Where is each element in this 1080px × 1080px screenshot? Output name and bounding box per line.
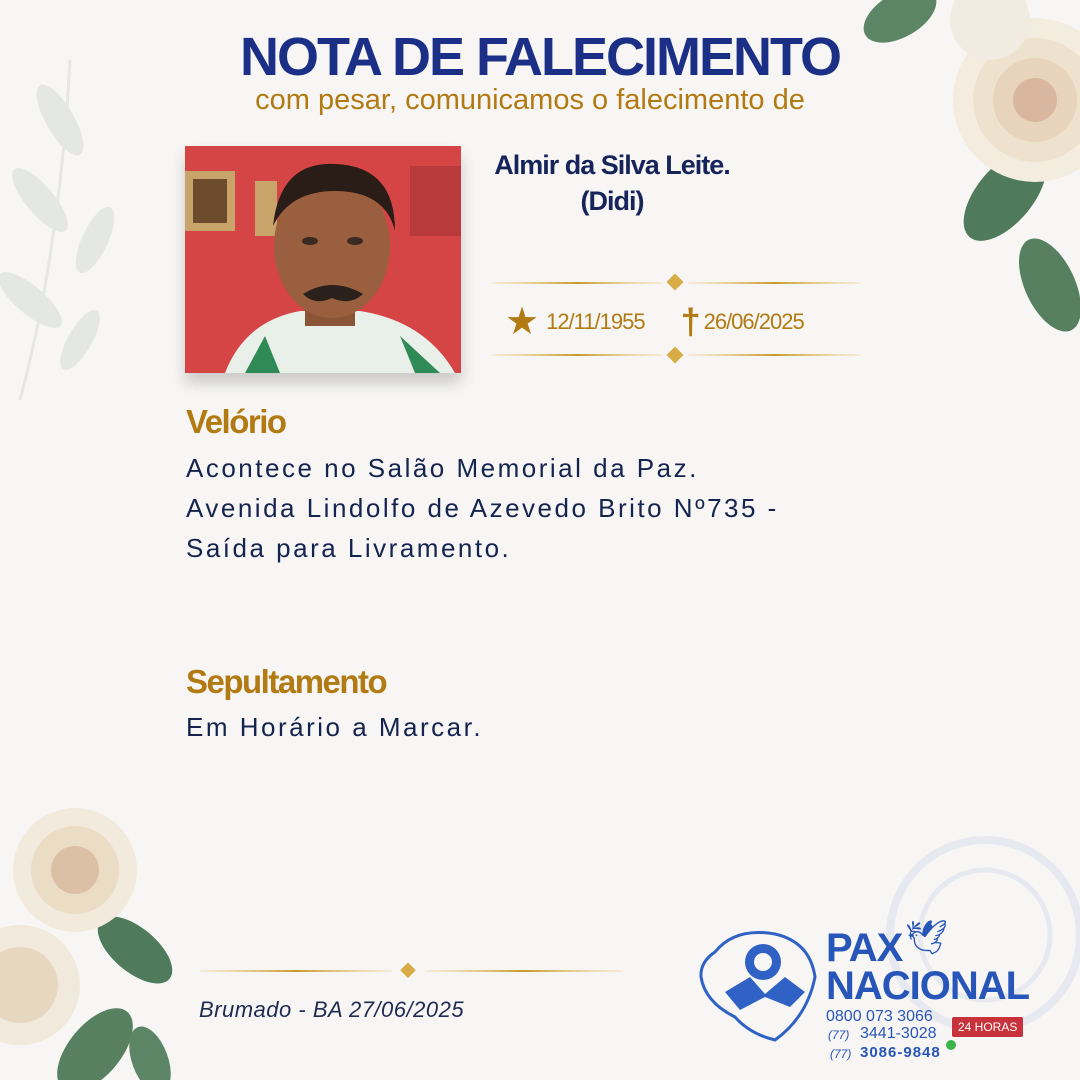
logo-phone-2-prefix: (77)	[828, 1028, 850, 1042]
death-date: 26/06/2025	[703, 309, 804, 334]
page-title: NOTA DE FALECIMENTO	[239, 27, 840, 87]
birth-date: 12/11/1955	[546, 309, 645, 334]
logo-phone-2: 3441-3028	[860, 1025, 937, 1042]
deceased-photo	[185, 146, 461, 373]
footer-place-date: Brumado - BA 27/06/2025	[199, 997, 465, 1022]
logo-phone-1: 0800 073 3066	[826, 1008, 933, 1025]
sepultamento-text: Em Horário a Marcar.	[186, 712, 484, 742]
cross-icon: †	[680, 301, 700, 342]
star-icon: ★	[505, 301, 539, 343]
logo-badge-24h: 24 HORAS	[952, 1017, 1023, 1037]
logo-phone-3: 3086-9848	[860, 1044, 941, 1061]
pax-nacional-emblem	[695, 922, 825, 1047]
dates-row	[505, 300, 804, 344]
logo-phone-3-prefix: (77)	[830, 1047, 852, 1061]
sepultamento-title: Sepultamento	[186, 663, 387, 700]
velorio-title: Velório	[186, 403, 286, 440]
velorio-line: Acontece no Salão Memorial da Paz.	[186, 453, 699, 483]
logo-pax: PAX	[826, 926, 903, 970]
dove-icon: 🕊	[905, 919, 949, 957]
footer-divider	[196, 961, 626, 981]
velorio-line: Avenida Lindolfo de Azevedo Brito Nº735 -	[186, 493, 779, 523]
whatsapp-icon	[946, 1040, 956, 1050]
deceased-nickname: (Didi)	[580, 186, 644, 216]
velorio-line: Saída para Livramento.	[186, 533, 512, 563]
logo-nacional: NACIONAL	[826, 964, 1030, 1008]
page-subtitle: com pesar, comunicamos o falecimento de	[255, 84, 805, 116]
deceased-name: Almir da Silva Leite.	[494, 150, 730, 180]
